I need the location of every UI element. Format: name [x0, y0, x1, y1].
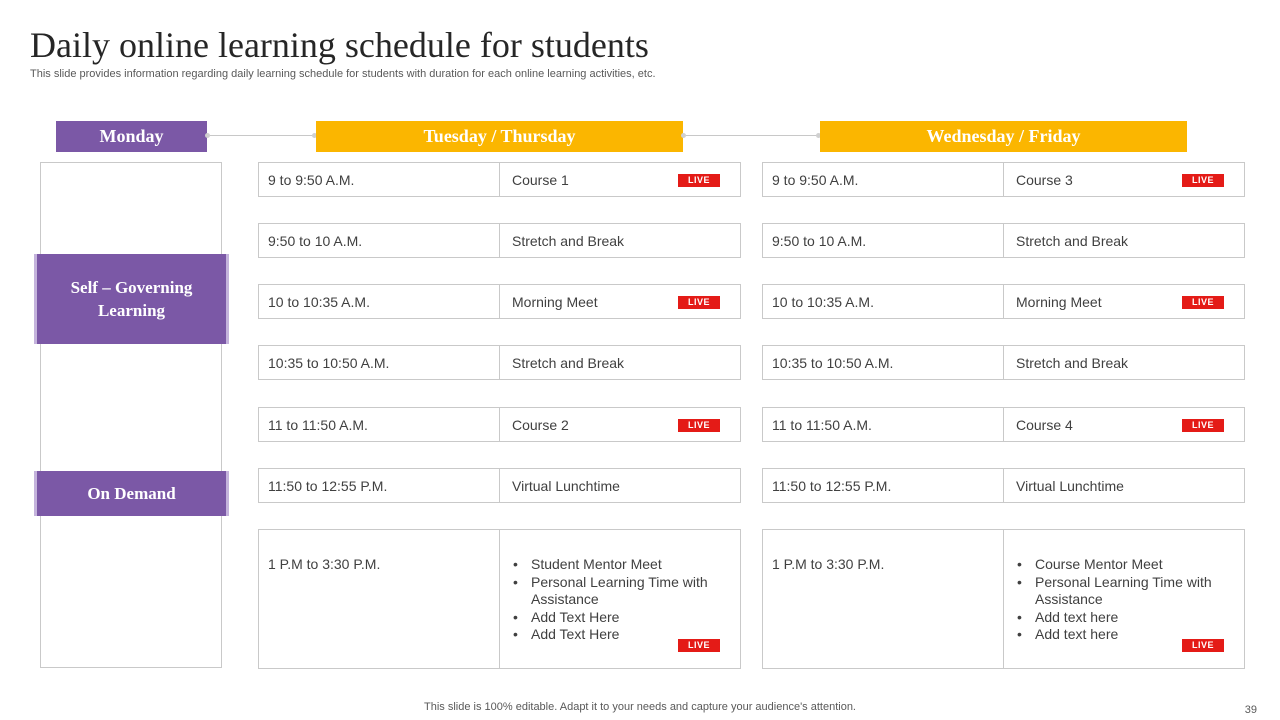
activity-list: [1016, 556, 1244, 644]
slide-subtitle: This slide provides information regarding daily learning schedule for students with duration for each online learning activities, etc.: [30, 68, 656, 80]
schedule-row: [258, 162, 741, 197]
live-badge: LIVE: [678, 419, 720, 432]
header-wed-fri: Wednesday / Friday: [820, 121, 1187, 152]
live-badge: LIVE: [678, 296, 720, 309]
activity-name: Course 4: [1016, 416, 1073, 433]
time-slot: 10 to 10:35 A.M.: [763, 285, 1004, 318]
time-slot: 11 to 11:50 A.M.: [259, 408, 500, 441]
connector-dot: [205, 133, 210, 138]
slide-title: Daily online learning schedule for students: [30, 25, 649, 65]
time-slot: 10 to 10:35 A.M.: [259, 285, 500, 318]
activity-cell: [500, 530, 740, 668]
activity-name: Stretch and Break: [1016, 232, 1129, 249]
live-badge: LIVE: [678, 639, 720, 652]
time-slot: 1 P.M to 3:30 P.M.: [763, 530, 1004, 668]
activity-list: [512, 556, 740, 644]
activity-cell: [1004, 346, 1244, 379]
activity-cell: [1004, 224, 1244, 257]
list-item: • Student Mentor Meet: [531, 556, 740, 574]
activity-name: Stretch and Break: [512, 354, 625, 371]
activity-cell: [1004, 285, 1244, 318]
time-slot: 11:50 to 12:55 P.M.: [259, 469, 500, 502]
schedule-row: [258, 284, 741, 319]
activity-cell: [500, 346, 740, 379]
activity-name: Morning Meet: [512, 293, 598, 310]
activity-cell: [500, 469, 740, 502]
time-slot: 9:50 to 10 A.M.: [259, 224, 500, 257]
connector-line: [683, 135, 820, 136]
list-item: • Personal Learning Time with Assistance: [531, 574, 740, 609]
activity-name: Course 2: [512, 416, 569, 433]
list-item: • Add text here: [1035, 609, 1244, 627]
self-governing-learning-block: Self – Governing Learning: [34, 254, 229, 344]
live-badge: LIVE: [1182, 419, 1224, 432]
activity-name: Stretch and Break: [512, 232, 625, 249]
time-slot: 1 P.M to 3:30 P.M.: [259, 530, 500, 668]
activity-name: Course 1: [512, 171, 569, 188]
header-monday: Monday: [56, 121, 207, 152]
activity-cell: [500, 285, 740, 318]
schedule-row: [762, 407, 1245, 442]
activity-cell: [1004, 163, 1244, 196]
on-demand-block: On Demand: [34, 471, 229, 516]
live-badge: LIVE: [1182, 639, 1224, 652]
activity-cell: [1004, 408, 1244, 441]
activity-cell: [500, 224, 740, 257]
schedule-row: [762, 345, 1245, 380]
activity-cell: [500, 408, 740, 441]
time-slot: 11:50 to 12:55 P.M.: [763, 469, 1004, 502]
activity-name: Virtual Lunchtime: [512, 477, 620, 494]
time-slot: 10:35 to 10:50 A.M.: [259, 346, 500, 379]
time-slot: 9 to 9:50 A.M.: [763, 163, 1004, 196]
activity-cell: [1004, 469, 1244, 502]
activity-cell: [1004, 530, 1244, 668]
activity-name: Stretch and Break: [1016, 354, 1129, 371]
list-item: • Course Mentor Meet: [1035, 556, 1244, 574]
activity-name: Morning Meet: [1016, 293, 1102, 310]
connector-dot: [681, 133, 686, 138]
schedule-row: [762, 223, 1245, 258]
time-slot: 10:35 to 10:50 A.M.: [763, 346, 1004, 379]
live-badge: LIVE: [678, 174, 720, 187]
schedule-row: [762, 284, 1245, 319]
schedule-row: [258, 529, 741, 669]
schedule-row: [258, 468, 741, 503]
list-item: • Add text here: [1035, 626, 1244, 644]
slide-footer: This slide is 100% editable. Adapt it to your needs and capture your audience's attention.: [424, 701, 856, 713]
list-item: • Personal Learning Time with Assistance: [1035, 574, 1244, 609]
activity-name: Course 3: [1016, 171, 1073, 188]
schedule-row: [258, 223, 741, 258]
live-badge: LIVE: [1182, 174, 1224, 187]
connector-line: [207, 135, 316, 136]
schedule-row: [762, 529, 1245, 669]
schedule-row: [762, 162, 1245, 197]
schedule-row: [258, 345, 741, 380]
list-item: • Add Text Here: [531, 609, 740, 627]
schedule-row: [258, 407, 741, 442]
time-slot: 9 to 9:50 A.M.: [259, 163, 500, 196]
header-tue-thu: Tuesday / Thursday: [316, 121, 683, 152]
list-item: • Add Text Here: [531, 626, 740, 644]
live-badge: LIVE: [1182, 296, 1224, 309]
time-slot: 11 to 11:50 A.M.: [763, 408, 1004, 441]
page-number: 39: [1244, 704, 1257, 716]
schedule-row: [762, 468, 1245, 503]
activity-name: Virtual Lunchtime: [1016, 477, 1124, 494]
activity-cell: [500, 163, 740, 196]
time-slot: 9:50 to 10 A.M.: [763, 224, 1004, 257]
monday-column: [40, 162, 222, 668]
